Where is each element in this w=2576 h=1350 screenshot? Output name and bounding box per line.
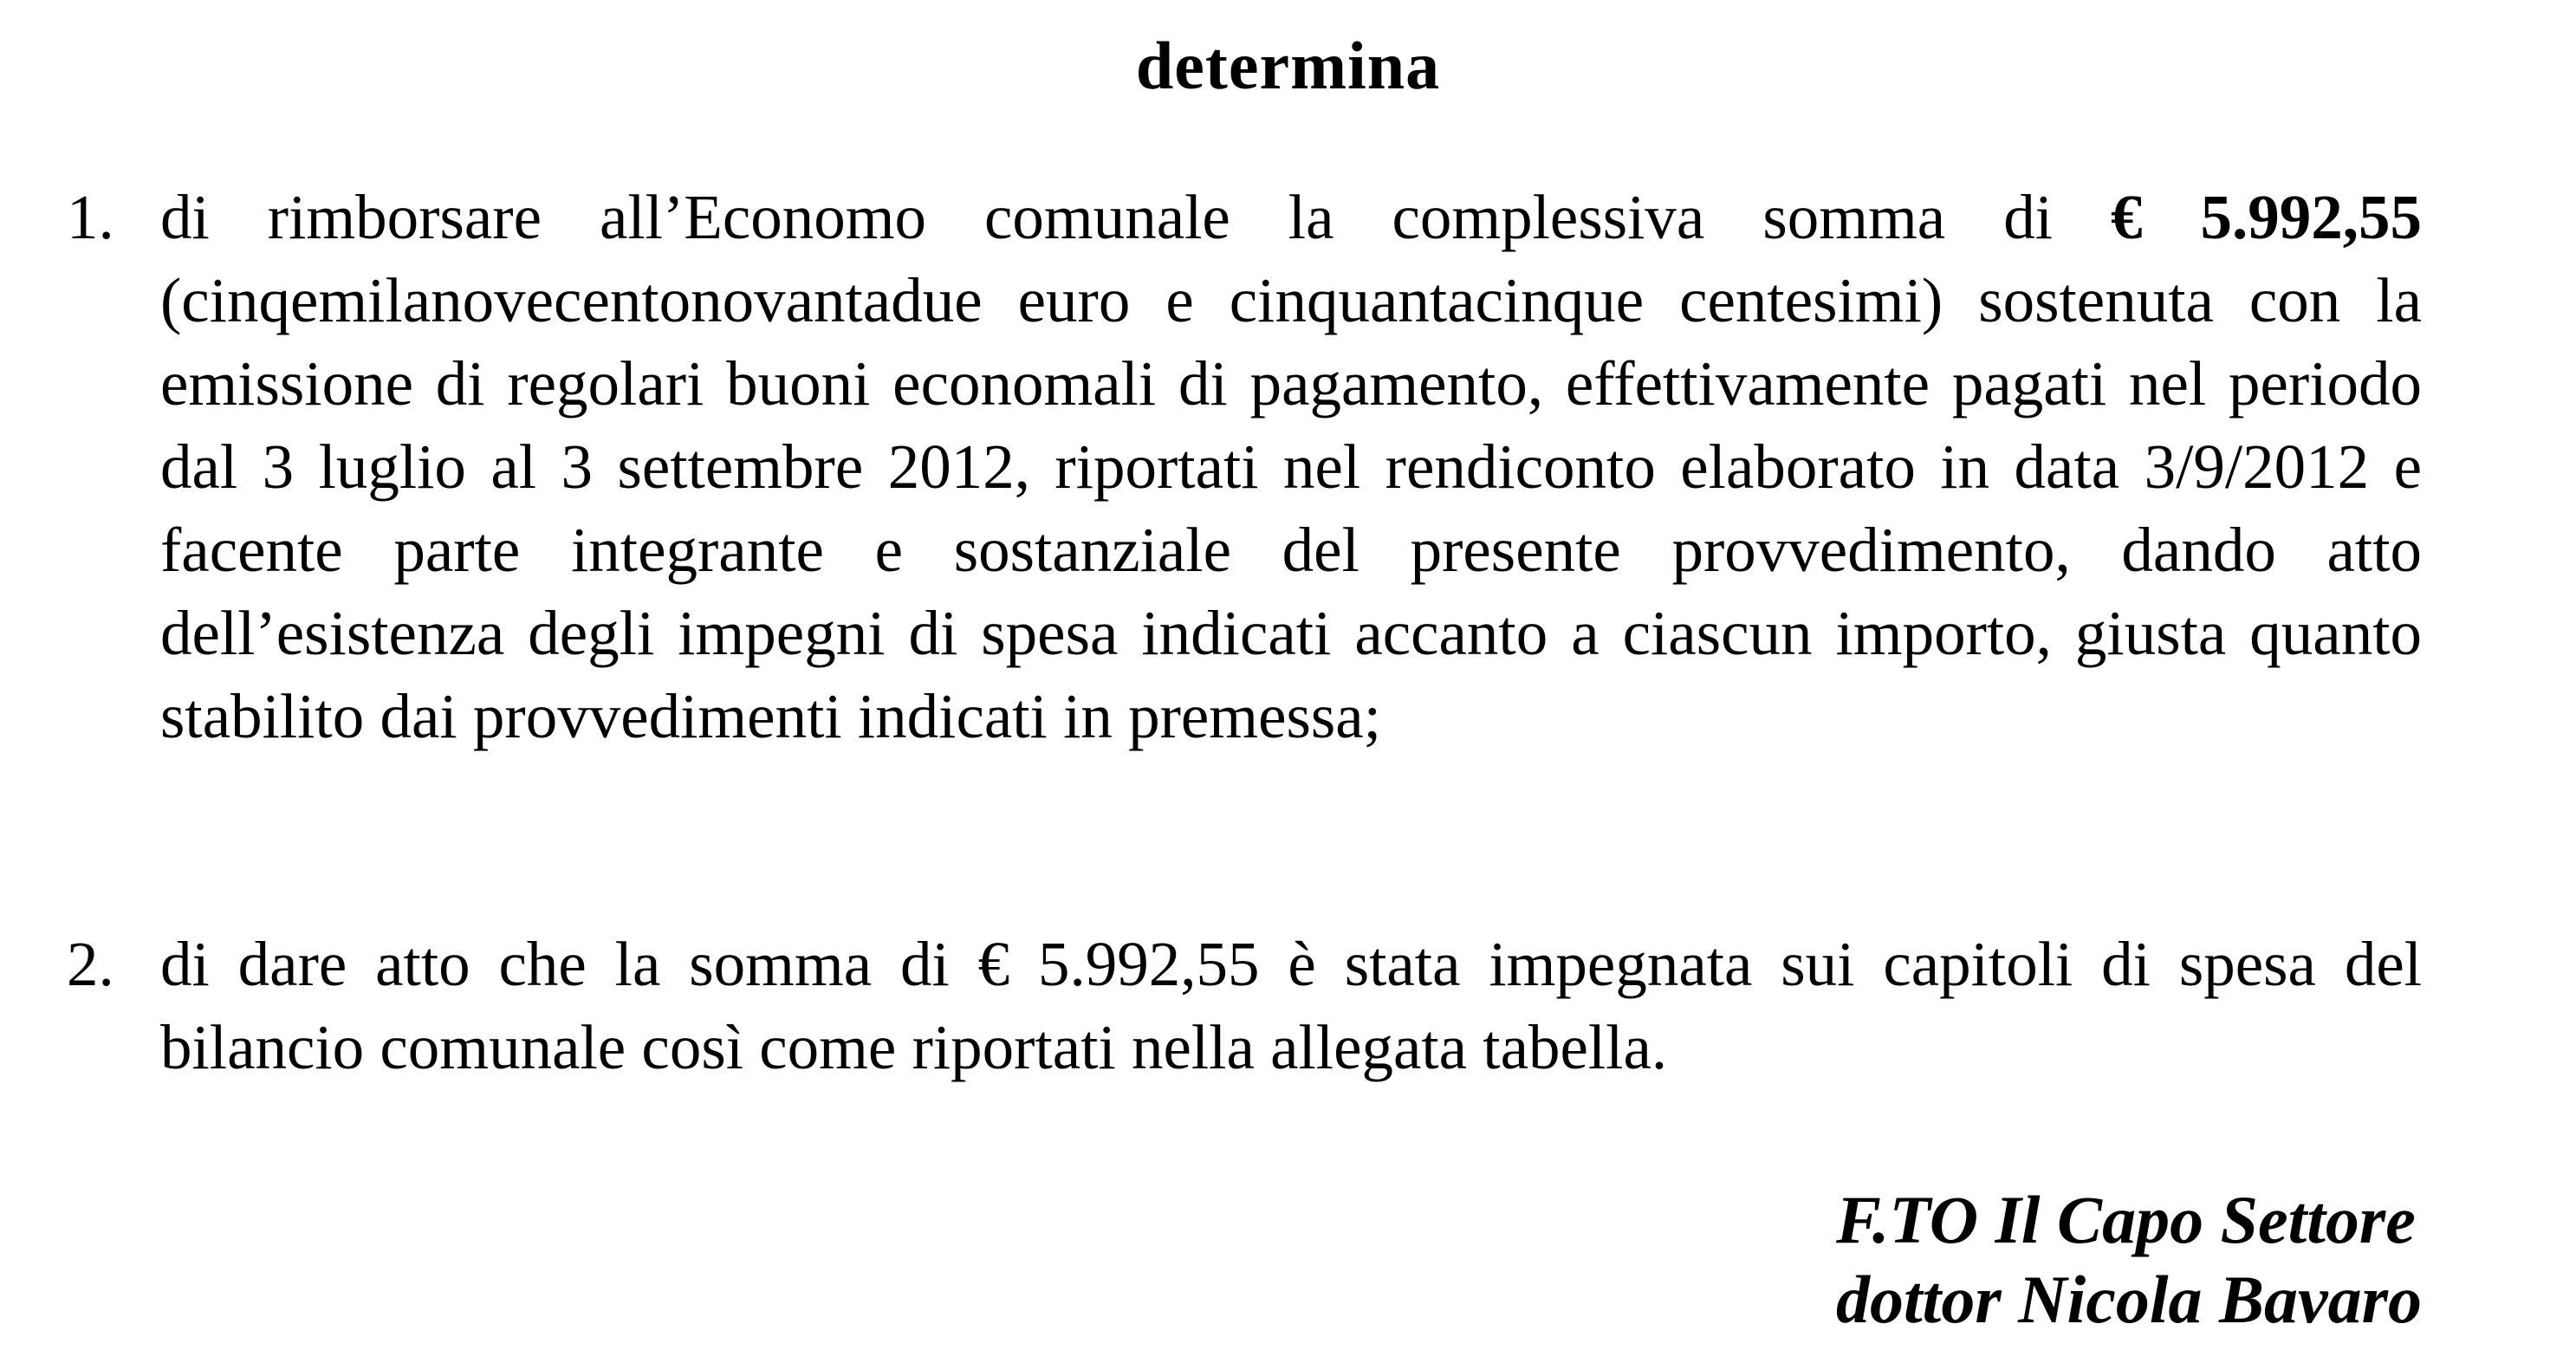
list-item-text: di dare atto che la somma di € 5.992,55 è stata impegnata sui capitoli di spesa del bilancio comunale così come riportati nella allegata tabella.: [160, 929, 2422, 1082]
list-item-text: [160, 176, 2422, 758]
signature-name: dottor Nicola Bavaro: [1836, 1262, 2422, 1337]
list-item-2: [67, 923, 2422, 1089]
list-item-text-start: di rimborsare all’Economo comunale la complessiva somma di: [160, 182, 2111, 252]
signature-block: [1836, 1180, 2422, 1340]
list-item-text-end: (cinqemilanovecentonovantadue euro e cinquantacinque centesimi) sostenuta con la emissione di regolari buoni economali di pagamento, effettivamente pagati nel periodo dal 3 luglio al 3 settembre 2012, riportati nel rendiconto elaborato in data 3/9/2012 e facente parte integrante e sostanziale del presente provvedimento, dando atto dell’esistenza degli impegni di spesa indicati accanto a ciascun importo, giusta quanto stabilito dai provvedimenti indicati in premessa;: [160, 265, 2422, 751]
list-item-number: 2.: [67, 929, 114, 999]
signature-title: F.TO Il Capo Settore: [1836, 1182, 2416, 1257]
list-item-number: 1.: [67, 182, 114, 252]
list-item-1: [67, 176, 2422, 758]
amount-highlight: € 5.992,55: [2111, 182, 2422, 252]
document-heading: determina: [1135, 28, 1441, 103]
